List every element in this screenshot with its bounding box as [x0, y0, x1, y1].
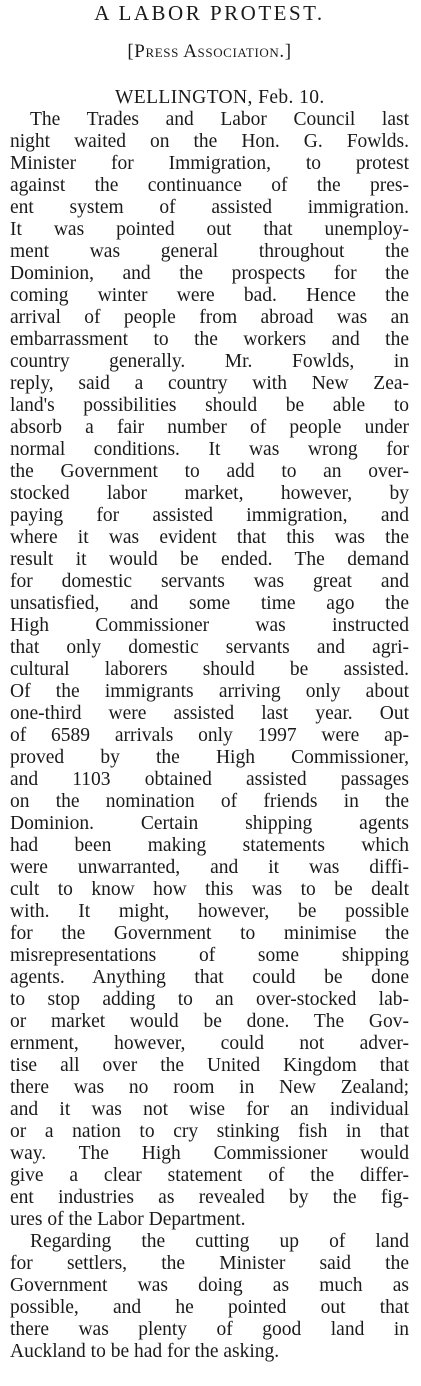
text-line: embarrassment to the workers and the — [10, 329, 409, 350]
text-line: where it was evident that this was the — [10, 527, 409, 548]
text-line: and 1103 obtained assisted passages — [10, 769, 409, 790]
text-line: The Trades and Labor Council last — [30, 109, 409, 130]
text-line: country generally. Mr. Fowlds, in — [10, 351, 409, 372]
text-line: Auckland to be had for the asking. — [10, 1341, 280, 1362]
text-line: unsatisfied, and some time ago the — [10, 593, 409, 614]
text-line: for domestic servants was great and — [10, 571, 409, 592]
text-line: ent industries as revealed by the fig- — [10, 1187, 409, 1208]
text-line: absorb a fair number of people under — [10, 417, 409, 438]
text-line: ent system of assisted immigration. — [10, 197, 409, 218]
text-line: there was no room in New Zealand; — [10, 1077, 409, 1098]
headline: A LABOR PROTEST. — [94, 1, 325, 25]
dateline: WELLINGTON, Feb. 10. — [115, 87, 325, 108]
text-line: coming winter were bad. Hence the — [10, 285, 409, 306]
text-line: land's possibilities should be able to — [10, 395, 409, 416]
text-line: result it would be ended. The demand — [10, 549, 409, 570]
text-line: the Government to add to an over- — [10, 461, 409, 482]
text-line: possible, and he pointed out that — [10, 1297, 409, 1318]
text-line: normal conditions. It was wrong for — [10, 439, 409, 460]
text-line: on the nomination of friends in the — [10, 791, 409, 812]
text-line: give a clear statement of the differ- — [10, 1165, 409, 1186]
text-line: against the continuance of the pres- — [10, 175, 409, 196]
text-line: and it was not wise for an individual — [10, 1099, 409, 1120]
text-line: one-third were assisted last year. Out — [10, 703, 409, 724]
text-line: for the Government to minimise the — [10, 923, 409, 944]
text-line: night waited on the Hon. G. Fowlds. — [10, 131, 409, 152]
text-line: paying for assisted immigration, and — [10, 505, 409, 526]
text-line: for settlers, the Minister said the — [10, 1253, 409, 1274]
text-line: ernment, however, could not adver- — [10, 1033, 409, 1054]
text-line: with. It might, however, be possible — [10, 901, 409, 922]
text-line: Dominion. Certain shipping agents — [10, 813, 409, 834]
text-line: misrepresentations of some shipping — [10, 945, 409, 966]
text-line: or a nation to cry stinking fish in that — [10, 1121, 409, 1142]
text-line: that only domestic servants and agri- — [10, 637, 409, 658]
text-line: cult to know how this was to be dealt — [10, 879, 409, 900]
text-line: Minister for Immigration, to protest — [10, 153, 409, 174]
text-line: tise all over the United Kingdom that — [10, 1055, 409, 1076]
text-line: Dominion, and the prospects for the — [10, 263, 409, 284]
text-line: reply, said a country with New Zea- — [10, 373, 409, 394]
text-line: cultural laborers should be assisted. — [10, 659, 409, 680]
text-line: of 6589 arrivals only 1997 were ap- — [10, 725, 409, 746]
text-line: stocked labor market, however, by — [10, 483, 409, 504]
text-line: It was pointed out that unemploy- — [10, 219, 409, 240]
text-line: or market would be done. The Gov- — [10, 1011, 409, 1032]
text-line: there was plenty of good land in — [10, 1319, 409, 1340]
text-line: Regarding the cutting up of land — [30, 1231, 409, 1252]
text-line: Government was doing as much as — [10, 1275, 409, 1296]
text-line: had been making statements which — [10, 835, 409, 856]
text-line: way. The High Commissioner would — [10, 1143, 409, 1164]
text-line: agents. Anything that could be done — [10, 967, 409, 988]
text-line: proved by the High Commissioner, — [10, 747, 409, 768]
text-line: ment was general throughout the — [10, 241, 409, 262]
text-line: ures of the Labor Department. — [10, 1209, 246, 1230]
text-line: Of the immigrants arriving only about — [10, 681, 409, 702]
text-line: High Commissioner was instructed — [10, 615, 409, 636]
text-line: were unwarranted, and it was diffi- — [10, 857, 409, 878]
text-line: to stop adding to an over-stocked lab- — [10, 989, 409, 1010]
source-credit: [Press Association.] — [127, 41, 292, 62]
text-line: arrival of people from abroad was an — [10, 307, 409, 328]
article-body — [10, 87, 409, 1363]
